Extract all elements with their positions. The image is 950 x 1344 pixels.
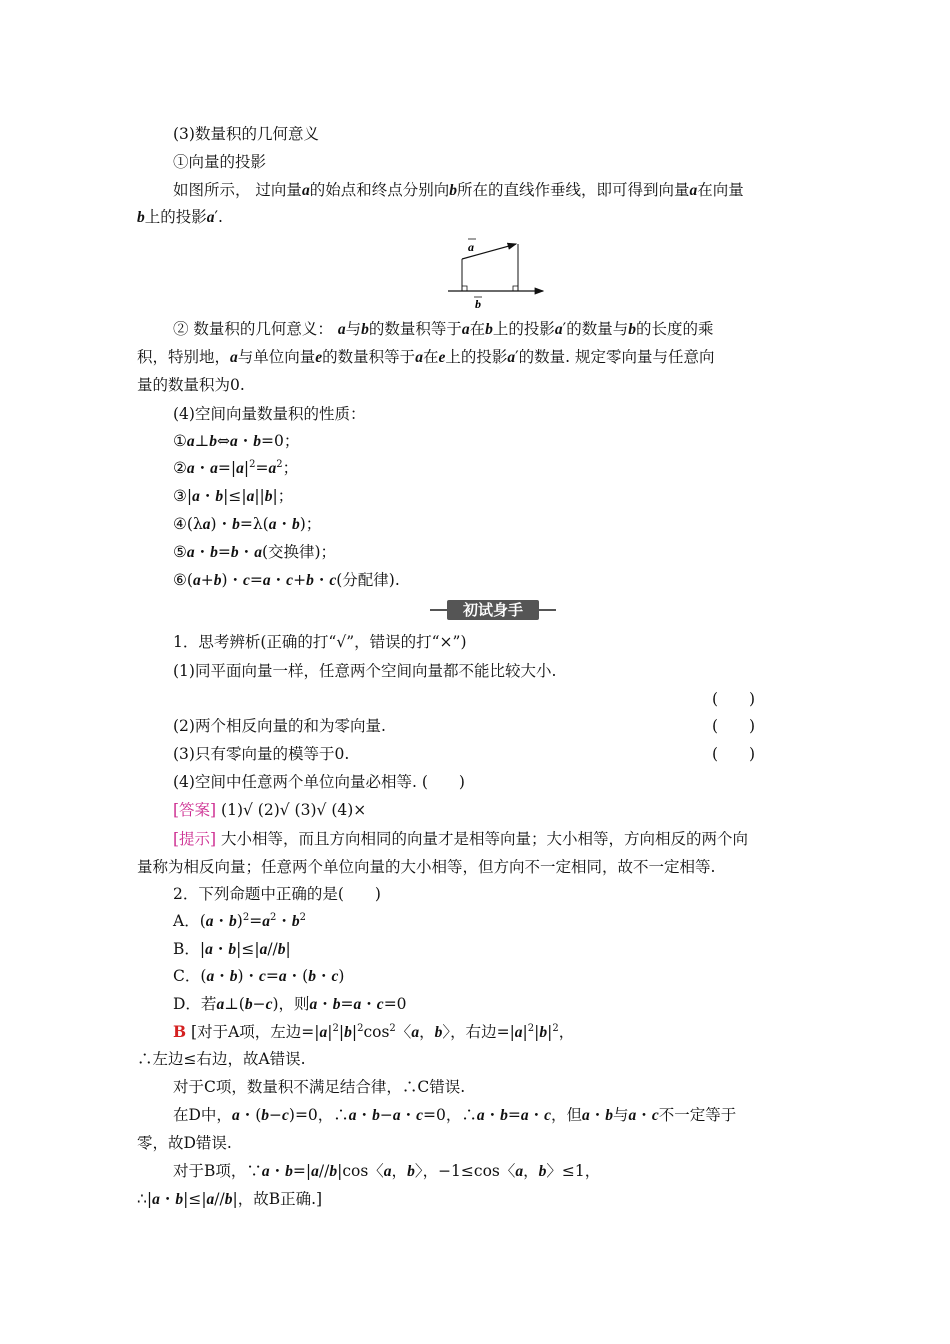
q2-solution-line7: ∴|a・b|≤|a//b|，故B正确.] — [137, 1190, 323, 1208]
hint-tag: [提示] — [173, 830, 217, 848]
q2-option-d: D．若a⊥(b−c)，则a・b=a・c=0 — [173, 995, 407, 1013]
section-4-title: (4)空间向量数量积的性质： — [173, 405, 366, 423]
q2-stem: 2．下列命题中正确的是( ) — [173, 885, 381, 903]
q2-option-a: A．(a・$b)^2=a^2$・$b^2$ — [173, 912, 306, 930]
q1-item-1: (1)同平面向量一样，任意两个空间向量都不能比较大小. — [173, 662, 557, 680]
figure-label-b: b — [475, 297, 481, 311]
q1-item-3-blank: ( ) — [712, 745, 756, 763]
meaning-line1: ② 数量积的几何意义： a与b的数量积等于a在b上的投影a′的数量与b的长度的乘 — [173, 320, 714, 338]
q1-item-2-blank: ( ) — [712, 717, 756, 735]
section-banner — [430, 600, 556, 620]
property-6: ⑥(a+b)・c=a・c+b・c(分配律). — [173, 571, 400, 589]
projection-text-line2: b上的投影a′. — [137, 208, 223, 226]
q2-solution-line1: B [对于A项，左边$=|a|^2|b|^2\cos^2$〈a，b〉，右边$=|a|^2|b|^2$， — [173, 1022, 575, 1041]
section-3-title: (3)数量积的几何意义 — [173, 125, 319, 143]
projection-figure — [440, 234, 550, 314]
property-5: ⑤a・b=b・a(交换律)； — [173, 543, 337, 561]
q1-stem: 1．思考辨析(正确的打“√”，错误的打“×”) — [173, 633, 467, 651]
q2-solution-line6: 对于B项，∵a・b=|a//b|cos〈a，b〉，−1≤cos〈a，b〉≤1， — [173, 1162, 601, 1180]
q1-item-1-blank: ( ) — [712, 690, 756, 708]
banner-label: 初试身手 — [462, 601, 523, 619]
q1-hint-line2: 量称为相反向量；任意两个单位向量的大小相等，但方向不一定相同，故不一定相等. — [137, 858, 716, 876]
property-2: ②a・$a=|a|^2=a^2$； — [173, 459, 299, 477]
property-4: ④(λa)・b=λ(a・b)； — [173, 515, 322, 533]
meaning-line3: 量的数量积为0. — [137, 376, 245, 394]
meaning-line2: 积，特别地，a与单位向量e的数量积等于a在e上的投影a′的数量. 规定零向量与任意向 — [137, 348, 715, 366]
q1-item-4: (4)空间中任意两个单位向量必相等. ( ) — [173, 773, 465, 791]
answer-tag: [答案] — [173, 801, 217, 819]
q1-item-2: (2)两个相反向量的和为零向量. — [173, 717, 386, 735]
q2-answer: B — [173, 1022, 187, 1041]
q2-solution-line2: ∴左边≤右边，故A错误. — [137, 1050, 306, 1068]
q2-solution-line3: 对于C项，数量积不满足结合律，∴C错误. — [173, 1078, 466, 1096]
q2-option-c: C．(a・b)・c=a・(b・c) — [173, 967, 345, 985]
q2-solution-line5: 零，故D错误. — [137, 1134, 232, 1152]
subsection-projection: ①向量的投影 — [173, 153, 267, 171]
q2-solution-line4: 在D中，a・(b−c)=0，∴a・b−a・c=0，∴a・b=a・c，但a・b与a・c不一定等于 — [173, 1106, 737, 1124]
q1-hint-line1: [提示] 大小相等，而且方向相同的向量才是相等向量；大小相等，方向相反的两个向 — [173, 830, 749, 848]
q2-option-b: B．|a・b|≤|a//b| — [173, 940, 291, 958]
q1-answer: [答案] (1)√ (2)√ (3)√ (4)× — [173, 801, 367, 819]
property-1: ①a⊥b⇔a・b=0； — [173, 432, 300, 450]
q1-item-3: (3)只有零向量的模等于0. — [173, 745, 350, 763]
figure-label-a: a — [468, 240, 474, 254]
property-3: ③|a・b|≤|a||b|； — [173, 487, 294, 505]
projection-text-line1: 如图所示， 过向量a的始点和终点分别向b所在的直线作垂线，即可得到向量a在向量 — [173, 181, 744, 199]
